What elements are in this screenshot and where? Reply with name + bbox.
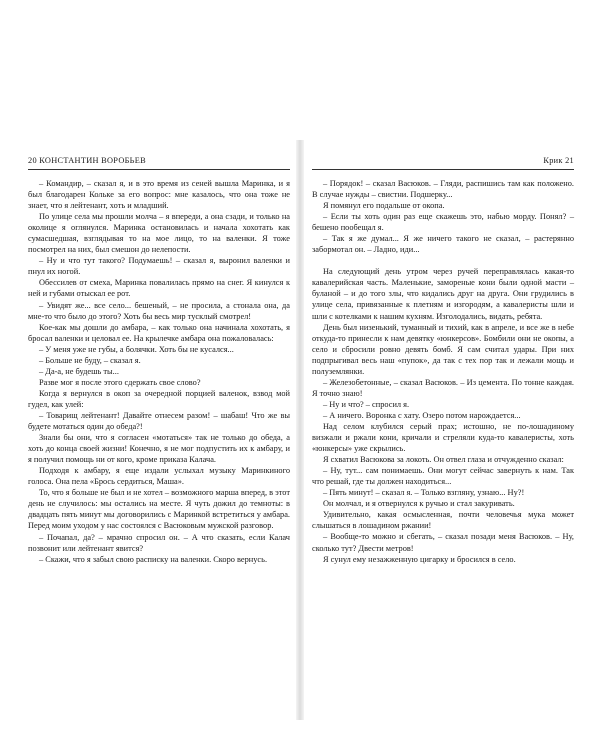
paragraph: По улице села мы прошли молча – я впереди, а она сзади, и только на околице я оглянулся. Маринка остановилась и начала хохотать как сумасшедшая, взглядывая то на мое лицо, то на валенки. Я тоже посмотрел на них, был смешон до нелепости. [28, 212, 290, 255]
paragraph: День был низенький, туманный и тихий, как в апреле, и все же в небе откуда-то принесли к нам девятку «юнкерсов». Бомбили они не окопы, а село и сбросили ровно девять бомб. Я сам считал удары. При них подпрыгивал весь наш «пупок», да так с тех пор так и лежали мощь и полуземлянки. [312, 322, 574, 376]
right-page-body [312, 178, 574, 565]
paragraph: Когда я вернулся в окоп за очередной порцией валенок, взвод мой гудел, как улей: [28, 388, 290, 409]
paragraph: Он молчал, и я отвернулся к ручью и стал закуривать. [323, 499, 515, 509]
right-running-header: Крик 21 [543, 156, 574, 165]
paragraph: Удивительно, какая осмысленная, почти человечья мука может слышаться в лошадином ржании! [312, 510, 574, 531]
paragraph: – Больше не буду, – сказал я. [39, 355, 141, 365]
paragraph: – Товарищ лейтенант! Давайте отнесем разом! – шабаш! Что же вы будете мотаться один до обеда?! [28, 410, 290, 432]
paragraph: Я схватил Васюкова за локоть. Он отвел глаза и отчужденно сказал: [323, 455, 564, 465]
paragraph: – Если ты хоть один раз еще скажешь это, набью морду. Понял? – бешено пообещал я. [312, 212, 574, 233]
paragraph: Кое-как мы дошли до амбара, – как только она начинала хохотать, я бросал валенки и целовал ее. На крылечке амбара она пожаловалась: [28, 322, 290, 343]
paragraph: – Да-а, не будешь ты... [39, 366, 119, 376]
left-page [28, 155, 290, 710]
paragraph: – Порядок! – сказал Васюков. – Гляди, распишись там как положено. В случае нужды – свистни. Подшерку... [312, 179, 574, 200]
left-running-header: 20 КОНСТАНТИН ВОРОБЬЕВ [28, 156, 146, 165]
paragraph: – Ну и что? – спросил я. [323, 399, 410, 409]
paragraph: Обессилев от смеха, Маринка повалилась прямо на снег. Я кинулся к ней и губами отыскал ее рот. [28, 278, 290, 299]
paragraph: То, что я больше не был и не хотел – возможного марша вперед, в этот день не случилось: мы остались на месте. Я чуть дожил до темноты: в двадцать пять минут мы договорились с Маринкой встретиться у амбара. Перед моим уходом у нас состоялся с Васюковым мужской разговор. [28, 488, 290, 531]
paragraph: – Ну, тут... сам понимаешь. Они могут сейчас завернуть к нам. Так что решай, где ты должен находиться... [312, 466, 574, 487]
right-header-rule [312, 169, 574, 170]
left-header-rule [28, 169, 290, 170]
paragraph: Над селом клубился серый прах; истошно, не по-лошадиному визжали и ржали кони, кричали и стреляли куда-то кавалеристы, хоть «юнкерсы» уже скрылись. [312, 421, 574, 454]
paragraph: На следующий день утром через ручей переправлялась какая-то кавалерийская часть. Маленькие, замореные кони были одной масти – буланой – и до того злы, что кидались друг на друга. Они грудились в улице села, привязанные к плетням и изгородям, а кавалеристы шли и шли с котелками к нашим кухням. Изголодались, видать, ребята. [312, 267, 574, 321]
paragraph: – Скажи, что я забыл свою расписку на валенки. Скоро вернусь. [39, 554, 268, 564]
book-gutter [296, 140, 304, 720]
paragraph: Разве мог я после этого сдержать свое слово? [39, 377, 201, 387]
paragraph: – У меня уже не губы, а болячки. Хоть бы не кусался... [39, 344, 234, 354]
paragraph: – Увидят же... все село... бешеный, – не просила, а стонала она, да мне-то что было до этого? Хоть бы весь мир тусклый смотрел! [28, 300, 290, 321]
paragraph: – Почапал, да? – мрачно спросил он. – А что сказать, если Калач позвонит или лейтенант явится? [28, 532, 290, 553]
paragraph: – Железобетонные, – сказал Васюков. – Из цемента. По тонне каждая. Я точно знаю! [312, 377, 574, 398]
paragraph: Знали бы они, что я согласен «мотаться» так не только до обеда, а хоть до конца своей жизни! Конечно, я не мог подпустить их к амбару, и я получил помощь ни от кого, кроме приказа Калача. [28, 433, 290, 465]
paragraph: – Пять минут! – сказал я. – Только взгляну, узнаю... Ну?! [323, 488, 525, 498]
paragraph: Подходя к амбару, я еще издали услыхал музыку Маринкиного голоса. Она пела «Брось сердиться, Маша». [28, 466, 290, 487]
paragraph: – Командир, – сказал я, и в это время из сеней вышла Маринка, и я был благодарен Кольке за его вопрос: мне казалось, что она тоже не знает, что я лейтенант, хоть и младший. [28, 179, 290, 211]
left-page-body [28, 178, 290, 565]
paragraph: – Ну и что тут такого? Подумаешь! – сказал я, выронил валенки и пнул их ногой. [28, 256, 290, 277]
paragraph: – Так я же думал... Я же ничего такого не сказал, – растерянно забормотал он. – Ладно, иди... [312, 234, 574, 255]
right-page [312, 155, 574, 710]
paragraph: Я сунул ему незажженную цигарку и бросился в село. [323, 554, 516, 564]
paragraph: Я помянул его подальше от окопа. [323, 201, 445, 211]
paragraph: – А ничего. Воронка с хату. Озеро потом нарождается... [323, 410, 521, 420]
paragraph: – Вообще-то можно и сбегать, – сказал позади меня Васюков. – Ну, сколько тут? Двести метров! [312, 532, 574, 553]
